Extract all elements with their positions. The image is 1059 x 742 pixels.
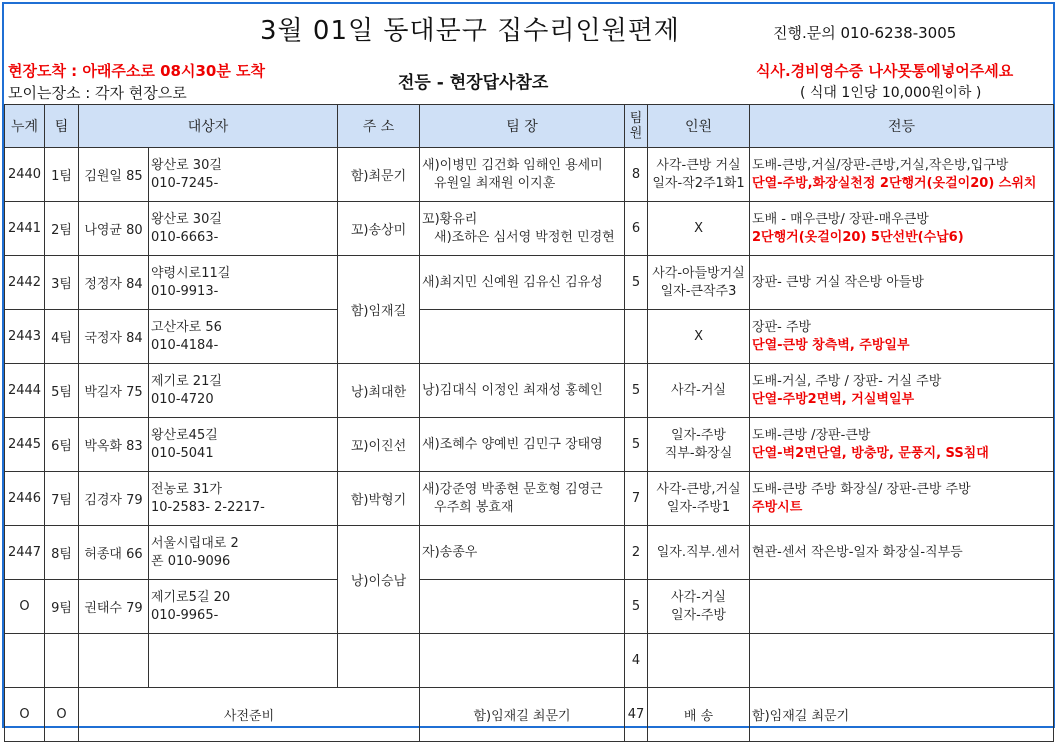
light-line: 장판- 큰방 거실 작은방 아들방 (752, 274, 924, 290)
target-name: 김경자 79 (79, 472, 149, 526)
col-count: 팀원 (625, 105, 648, 148)
addr-cell: 함)최문기 (338, 148, 420, 202)
count-cell: 5 (625, 418, 648, 472)
light-line: 현관-센서 작은방-일자 화장실-직부등 (752, 544, 963, 560)
members-cell (648, 202, 750, 256)
leader-cell (420, 526, 625, 580)
leader-cell (420, 418, 625, 472)
phone-line: 010-9965- (151, 607, 219, 623)
address-line: 약령시로11길 (151, 265, 231, 281)
light-cell (750, 634, 1054, 688)
leader-line: 유원일 최재원 이지훈 (434, 175, 556, 191)
light-cell (750, 526, 1054, 580)
light-cell (750, 310, 1054, 364)
member-line: 사각-아들방거실 (652, 265, 745, 281)
leader-cell (420, 256, 625, 310)
member-line: 직부-화장실 (664, 445, 733, 461)
page-title: 3월 01일 동대문구 집수리인원편제 (260, 16, 680, 46)
team-cell: 2팀 (45, 202, 79, 256)
address-line: 제기로5길 20 (151, 589, 231, 605)
target-name: 박길자 75 (79, 364, 149, 418)
team-cell: 4팀 (45, 310, 79, 364)
members-cell (648, 310, 750, 364)
members-cell (648, 526, 750, 580)
cum-cell: 2443 (5, 310, 45, 364)
addr-cell: 함)임재길 (338, 256, 420, 364)
count-cell (625, 310, 648, 364)
leader-line: 새)최지민 신예원 김유신 김유성 (422, 274, 603, 290)
light-cell (750, 256, 1054, 310)
footer-addr: 함)임재길 최문기 (420, 688, 625, 742)
count-cell: 2 (625, 526, 648, 580)
target-name (79, 634, 149, 688)
phone-line: 010-4184- (151, 337, 219, 353)
target-address (149, 472, 338, 526)
light-line: 도배-큰방 /장판-큰방 (752, 427, 871, 443)
col-addr: 주 소 (338, 105, 420, 148)
contact-info: 진행.문의 010-6238-3005 (773, 24, 957, 42)
footer-row (5, 688, 1054, 742)
footer-light: 함)임재길 최문기 (750, 688, 1054, 742)
count-cell: 5 (625, 364, 648, 418)
meal-limit: ( 식대 1인당 10,000원이하 ) (800, 85, 982, 101)
footer-members: 배 송 (648, 688, 750, 742)
col-target: 대상자 (79, 105, 338, 148)
phone-line: 010-4720 (151, 391, 214, 407)
light-cell (750, 364, 1054, 418)
members-cell (648, 580, 750, 634)
target-address (149, 310, 338, 364)
leader-line: 낭)김대식 이정인 최재성 홍혜인 (422, 382, 603, 398)
addr-cell: 꼬)송상미 (338, 202, 420, 256)
address-line: 전농로 31가 (151, 481, 222, 497)
table-row (5, 202, 1054, 256)
target-address (149, 526, 338, 580)
member-line: 일자-작2주1화1 (652, 175, 745, 191)
light-line: 장판- 주방 (752, 319, 812, 335)
leader-line: 새)조하은 심서영 박정헌 민경현 (434, 229, 615, 245)
team-cell: 3팀 (45, 256, 79, 310)
addr-cell: 낭)최대한 (338, 364, 420, 418)
target-name: 김원일 85 (79, 148, 149, 202)
phone-line: 10-2583- 2-2217- (151, 499, 265, 515)
phone-line: 010-6663- (151, 229, 219, 245)
member-line: 사각-거실 (671, 589, 726, 605)
light-line: 단열-주방2면벽, 거실벽일부 (752, 391, 915, 407)
footer-cum: O (5, 688, 45, 742)
team-cell (45, 634, 79, 688)
cum-cell (5, 634, 45, 688)
light-line: 단열-큰방 창측벽, 주방일부 (752, 337, 910, 353)
light-line: 도배-큰방 주방 화장실/ 장판-큰방 주방 (752, 481, 971, 497)
member-line: 일자-주방 (671, 607, 726, 623)
light-line: 도배-큰방,거실/장판-큰방,거실,작은방,입구방 (752, 157, 1009, 173)
gathering-place: 모이는장소 : 각자 현장으로 (8, 84, 187, 102)
members-cell (648, 148, 750, 202)
leader-line: 꼬)황유리 (422, 211, 478, 227)
footer-team: O (45, 688, 79, 742)
target-name: 권태수 79 (79, 580, 149, 634)
leader-cell (420, 580, 625, 634)
leader-cell (420, 148, 625, 202)
team-cell: 9팀 (45, 580, 79, 634)
leader-cell (420, 472, 625, 526)
count-cell: 5 (625, 256, 648, 310)
cum-cell: 2445 (5, 418, 45, 472)
table-row (5, 256, 1054, 310)
target-name: 나영균 80 (79, 202, 149, 256)
target-address (149, 634, 338, 688)
target-address (149, 148, 338, 202)
address-line: 왕산로 30길 (151, 211, 222, 227)
members-cell (648, 634, 750, 688)
table-row (5, 418, 1054, 472)
phone-line: 010-5041 (151, 445, 214, 461)
team-cell: 8팀 (45, 526, 79, 580)
address-line: 제기로 21길 (151, 373, 222, 389)
cum-cell: 2444 (5, 364, 45, 418)
phone-line: 010-9913- (151, 283, 219, 299)
member-line: X (694, 220, 703, 236)
arrival-note: 현장도착 : 아래주소로 08시30분 도착 (8, 62, 266, 80)
member-line: 일자.직부.센서 (656, 544, 741, 560)
target-address (149, 580, 338, 634)
member-line: 사각-큰방,거실 (656, 481, 741, 497)
member-line: 일자-주방1 (666, 499, 731, 515)
light-cell (750, 580, 1054, 634)
team-cell: 5팀 (45, 364, 79, 418)
leader-cell (420, 634, 625, 688)
count-cell: 6 (625, 202, 648, 256)
table-row (5, 364, 1054, 418)
addr-cell: 꼬)이진선 (338, 418, 420, 472)
meal-note: 식사.경비영수증 나사못통에넣어주세요 (756, 62, 1014, 80)
leader-cell (420, 364, 625, 418)
members-cell (648, 256, 750, 310)
team-cell: 6팀 (45, 418, 79, 472)
member-line: 일자-주방 (671, 427, 726, 443)
count-cell: 5 (625, 580, 648, 634)
target-address (149, 418, 338, 472)
cum-cell: 2441 (5, 202, 45, 256)
leader-line: 자)송종우 (422, 544, 478, 560)
light-line: 도배 - 매우큰방/ 장판-매우큰방 (752, 211, 929, 227)
member-line: X (694, 328, 703, 344)
light-cell (750, 202, 1054, 256)
footer-count: 47 (625, 688, 648, 742)
leader-line: 새)이병민 김건화 임해인 용세미 (422, 157, 603, 173)
leader-cell (420, 202, 625, 256)
cum-cell: 2446 (5, 472, 45, 526)
target-name: 허종대 66 (79, 526, 149, 580)
cum-cell: 2442 (5, 256, 45, 310)
members-cell (648, 472, 750, 526)
col-members: 인원 (648, 105, 750, 148)
address-line: 고산자로 56 (151, 319, 222, 335)
col-cum: 누계 (5, 105, 45, 148)
members-cell (648, 418, 750, 472)
target-name: 정정자 84 (79, 256, 149, 310)
light-line: 단열-주방,화장실천정 2단행거(옷걸이20) 스위치 (752, 175, 1037, 191)
light-line: 도배-거실, 주방 / 장판- 거실 주방 (752, 373, 942, 389)
target-address (149, 364, 338, 418)
table-row (5, 148, 1054, 202)
member-line: 일자-큰작주3 (660, 283, 737, 299)
member-line: 사각-거실 (671, 382, 726, 398)
address-line: 왕산로45길 (151, 427, 218, 443)
phone-line: 010-7245- (151, 175, 219, 191)
col-leader: 팀 장 (420, 105, 625, 148)
target-name: 박옥화 83 (79, 418, 149, 472)
subtitle: 전등 - 현장답사참조 (398, 73, 549, 93)
leader-line: 새)조혜수 양예빈 김민구 장태영 (422, 436, 603, 452)
count-cell: 7 (625, 472, 648, 526)
cum-cell: 2440 (5, 148, 45, 202)
address-line: 서울시립대로 2 (151, 535, 239, 551)
assignment-table (4, 104, 1054, 742)
light-line: 주방시트 (752, 499, 803, 515)
addr-cell (338, 634, 420, 688)
table-row (5, 580, 1054, 634)
footer-prep: 사전준비 (79, 688, 420, 742)
count-cell: 4 (625, 634, 648, 688)
leader-line: 우주희 봉효재 (434, 499, 514, 515)
target-address (149, 256, 338, 310)
light-cell (750, 418, 1054, 472)
team-cell: 1팀 (45, 148, 79, 202)
addr-cell: 함)박형기 (338, 472, 420, 526)
addr-cell: 낭)이승남 (338, 526, 420, 634)
table-header (5, 105, 1054, 148)
col-team: 팀 (45, 105, 79, 148)
light-line: 2단행거(옷걸이20) 5단선반(수납6) (752, 229, 964, 245)
light-cell (750, 148, 1054, 202)
leader-line: 새)강준영 박종현 문호형 김영근 (422, 481, 603, 497)
leader-cell (420, 310, 625, 364)
target-name: 국정자 84 (79, 310, 149, 364)
phone-line: 폰 010-9096 (151, 553, 231, 569)
team-cell: 7팀 (45, 472, 79, 526)
cum-cell: O (5, 580, 45, 634)
table-row (5, 472, 1054, 526)
count-cell: 8 (625, 148, 648, 202)
light-line: 단열-벽2면단열, 방충망, 문풍지, SS침대 (752, 445, 989, 461)
cum-cell: 2447 (5, 526, 45, 580)
light-cell (750, 472, 1054, 526)
address-line: 왕산로 30길 (151, 157, 222, 173)
member-line: 사각-큰방 거실 (656, 157, 741, 173)
table-row (5, 526, 1054, 580)
table-row (5, 310, 1054, 364)
table-row (5, 634, 1054, 688)
col-light: 전등 (750, 105, 1054, 148)
target-address (149, 202, 338, 256)
members-cell (648, 364, 750, 418)
